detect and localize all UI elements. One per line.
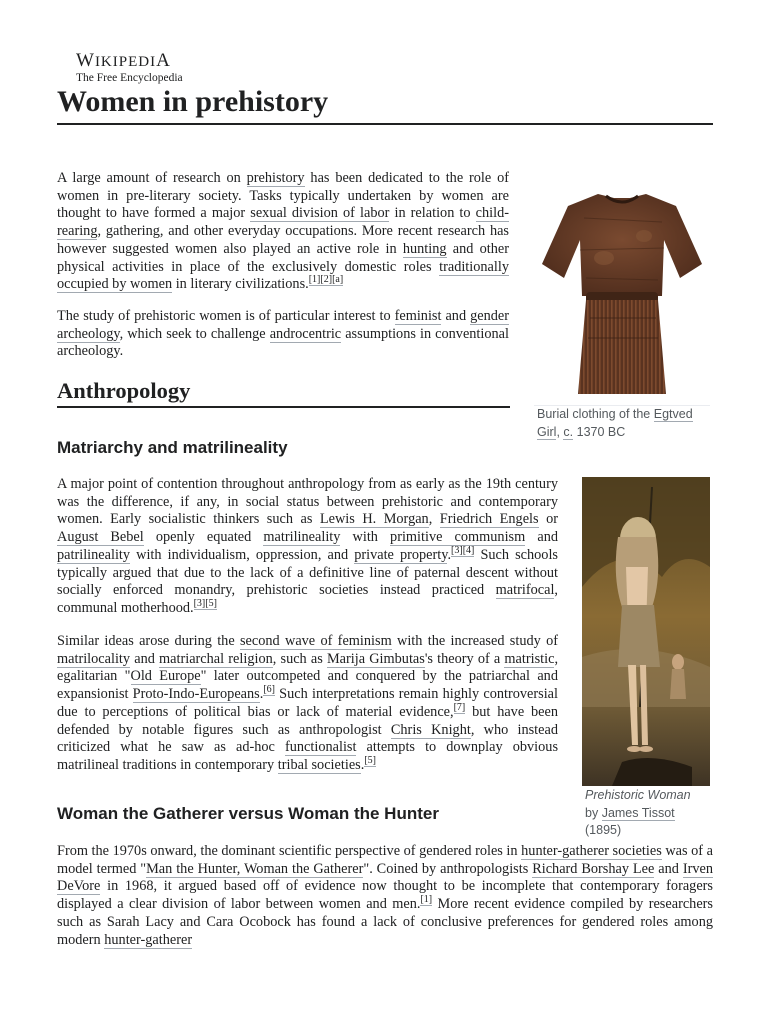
page-title: Women in prehistory xyxy=(57,84,713,125)
link-matristic[interactable]: matristic xyxy=(504,650,555,667)
matriarchy-paragraph-1: A major point of contention throughout anthropology from as early as the 19th century was the difference, if any, in social status between prehistoric and contemporary women. Early socialistic thinkers such as Lewis H. Morgan, Friedrich Engels or August Bebel openly equated matrilineality with primitive communism and patrilineality with individualism, oppression, and private property.[3][4] Such schools typically argued that due to the lack of a definitive line of paternal descent without socially enforced monandry, prehistoric societies instead practiced matrifocal, communal motherhood.[3][5] xyxy=(57,476,558,616)
link-tribal-societies[interactable]: tribal societies xyxy=(277,756,361,773)
link-prehistory[interactable]: prehistory xyxy=(246,170,305,186)
reference-link[interactable]: [1] xyxy=(420,894,433,906)
reference-link[interactable]: [1] xyxy=(308,274,321,286)
gatherer-paragraph-1: From the 1970s onward, the dominant scientific perspective of gendered roles in hunter-gatherer societies was of a model termed "Man the Hunter, Woman the Gatherer". Coined by anthropologists Richard Borshay Lee and Irven DeVore in 1968, it argued based off of evidence now thought to be incomplete that contemporary foragers displayed a clear division of labor between women and men.[1] More recent evidence compiled by researchers such as Sarah Lacy and Cara Ocobock has found a lack of conclusive preferences for gendered roles among modern hunter-gatherer xyxy=(57,843,713,948)
prehistoric-woman-painting-image[interactable] xyxy=(582,477,710,786)
link-chris-knight[interactable]: Chris Knight xyxy=(390,721,471,738)
link-man-the-hunter[interactable]: Man the Hunter, Woman the Gatherer xyxy=(146,860,364,877)
reference-link[interactable]: [6] xyxy=(263,684,275,696)
reference-link[interactable]: [a] xyxy=(332,274,344,286)
reference-link[interactable]: [2] xyxy=(320,274,333,286)
reference-link[interactable]: [7] xyxy=(453,702,466,714)
section-heading-anthropology: Anthropology xyxy=(57,377,510,408)
link-functionalist[interactable]: functionalist xyxy=(284,739,357,756)
link-proto-indo-europeans[interactable]: Proto-Indo-Europeans xyxy=(132,686,260,703)
link-gender-archeology[interactable]: gender archeology xyxy=(57,308,509,342)
link-matrilineality[interactable]: matrilineality xyxy=(263,529,341,546)
reference-link[interactable]: [5] xyxy=(364,755,376,767)
figure-caption-tissot: Prehistoric Woman by James Tissot (1895) xyxy=(585,788,691,837)
link-primitive-communism[interactable]: primitive communism xyxy=(390,529,526,546)
wikipedia-wordmark: WIKIPEDIA xyxy=(76,50,171,71)
subsection-heading-gatherer-hunter: Woman the Gatherer versus Woman the Hunter xyxy=(57,804,439,823)
link-egtved-girl[interactable]: Egtved Girl xyxy=(537,407,693,439)
link-feminist[interactable]: feminist xyxy=(394,308,442,324)
subsection-heading-matriarchy: Matriarchy and matrilineality xyxy=(57,438,288,457)
wikipedia-logo[interactable] xyxy=(76,50,183,84)
link-hunter-gatherer-societies[interactable]: hunter-gatherer societies xyxy=(521,843,662,859)
link-androcentric[interactable]: androcentric xyxy=(269,325,342,342)
link-hunter-gatherer[interactable]: hunter-gatherer xyxy=(104,931,193,948)
link-irven-devore[interactable]: Irven DeVore xyxy=(57,860,713,895)
link-richard-borshay-lee[interactable]: Richard Borshay Lee xyxy=(532,860,655,877)
reference-link[interactable]: [3] xyxy=(193,598,206,610)
link-james-tissot[interactable]: James Tissot xyxy=(601,805,675,820)
link-matriarchal-religion[interactable]: matriarchal religion xyxy=(159,650,273,667)
link-matrilocality[interactable]: matrilocality xyxy=(57,650,131,667)
reference-link[interactable]: [4] xyxy=(462,545,475,557)
link-traditionally-occupied-by-women[interactable]: traditionally occupied by women xyxy=(57,258,509,293)
link-lewis-h-morgan[interactable]: Lewis H. Morgan xyxy=(319,511,429,528)
intro-paragraph-2: The study of prehistoric women is of particular interest to feminist and gender archeology, which seek to challenge androcentric assumptions in conventional archeology. xyxy=(57,308,509,360)
link-matrifocal[interactable]: matrifocal xyxy=(495,582,555,599)
link-old-europe[interactable]: Old Europe xyxy=(130,668,201,685)
figure-caption-egtved: Burial clothing of the Egtved Girl, c. 1370 BC xyxy=(537,407,693,439)
link-august-bebel[interactable]: August Bebel xyxy=(57,529,144,546)
link-circa[interactable]: c. xyxy=(563,424,574,439)
link-friedrich-engels[interactable]: Friedrich Engels xyxy=(439,511,539,528)
link-second-wave-of-feminism[interactable]: second wave of feminism xyxy=(239,633,392,649)
wikipedia-tagline: The Free Encyclopedia xyxy=(76,72,183,84)
link-hunting[interactable]: hunting xyxy=(402,240,447,257)
reference-link[interactable]: [3] xyxy=(451,545,463,557)
link-patrilineality[interactable]: patrilineality xyxy=(57,546,131,563)
link-child-rearing[interactable]: child-rearing xyxy=(57,205,509,240)
egtved-clothing-image[interactable] xyxy=(534,188,710,400)
link-marija-gimbutas[interactable]: Marija Gimbutas xyxy=(326,650,425,667)
link-private-property[interactable]: private property xyxy=(354,546,448,563)
link-sexual-division-of-labor[interactable]: sexual division of labor xyxy=(250,205,390,222)
intro-paragraph-1: A large amount of research on prehistory has been dedicated to the role of women in pre-literary society. Tasks typically undertaken by women are thought to have formed a major sexual division of labor in relation to child-rearing, gathering, and other everyday occupations. More recent research has however suggested women also played an active role in hunting and other physical activities in place of the exclusively domestic roles traditionally occupied by women in literary civilizations.[1][2][a] xyxy=(57,170,509,293)
matriarchy-paragraph-2: Similar ideas arose during the second wave of feminism with the increased study of matrilocality and matriarchal religion, such as Marija Gimbutas's theory of a matristic, egalitarian "Old Europe" later outcompeted and conquered by the patriarchal and expansionist Proto-Indo-Europeans.[6] Such interpretations remain highly controversial due to perceptions of political bias or lack of material evidence,[7] but have been defended by notable figures such as anthropologist Chris Knight, who instead criticized what he saw as ad-hoc functionalist attempts to downplay obvious matrilineal traditions in contemporary tribal societies.[5] xyxy=(57,633,559,773)
reference-link[interactable]: [5] xyxy=(205,598,217,610)
